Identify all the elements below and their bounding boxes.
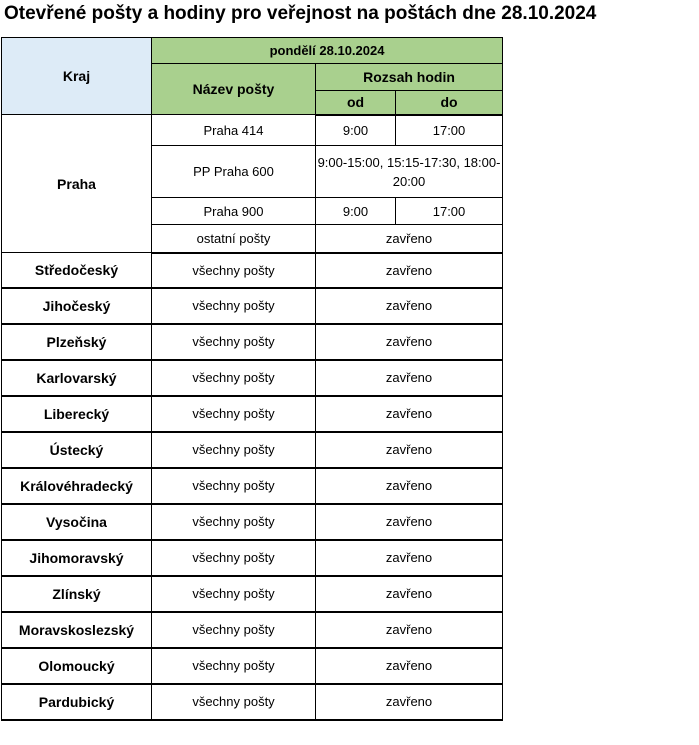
table-row [2, 288, 503, 324]
post-name: všechny pošty [152, 576, 316, 612]
status-closed: zavřeno [316, 504, 503, 540]
region-name: Karlovarský [2, 360, 152, 396]
table-row [2, 648, 503, 684]
post-name: všechny pošty [152, 684, 316, 720]
post-name: všechny pošty [152, 648, 316, 684]
header-post-name: Název pošty [152, 64, 316, 115]
post-name: ostatní pošty [152, 225, 316, 253]
status-closed: zavřeno [316, 324, 503, 360]
status-closed: zavřeno [316, 540, 503, 576]
hours-to: 17:00 [396, 198, 503, 225]
table-row [2, 576, 503, 612]
table-row [2, 504, 503, 540]
table-row [2, 432, 503, 468]
hours-from: 9:00 [316, 198, 396, 225]
header-to: do [396, 91, 503, 115]
post-name: Praha 414 [152, 115, 316, 146]
table-row [2, 684, 503, 720]
region-name: Olomoucký [2, 648, 152, 684]
status-closed: zavřeno [316, 612, 503, 648]
region-name: Středočeský [2, 253, 152, 288]
table-row [2, 612, 503, 648]
post-name: všechny pošty [152, 504, 316, 540]
post-name: PP Praha 600 [152, 146, 316, 198]
region-name: Liberecký [2, 396, 152, 432]
header-date: pondělí 28.10.2024 [152, 38, 503, 64]
hours-from: 9:00 [316, 115, 396, 146]
region-name: Jihočeský [2, 288, 152, 324]
post-name: všechny pošty [152, 253, 316, 288]
status-closed: zavřeno [316, 225, 503, 253]
table-row [2, 468, 503, 504]
status-closed: zavřeno [316, 396, 503, 432]
table-row [2, 396, 503, 432]
post-name: Praha 900 [152, 198, 316, 225]
region-name-praha: Praha [2, 115, 152, 253]
status-closed: zavřeno [316, 576, 503, 612]
table-row [2, 253, 503, 288]
table-row [2, 324, 503, 360]
table-row [2, 540, 503, 576]
post-name: všechny pošty [152, 612, 316, 648]
status-closed: zavřeno [316, 432, 503, 468]
post-office-hours-table [1, 37, 503, 721]
table-row [2, 360, 503, 396]
status-closed: zavřeno [316, 468, 503, 504]
hours-to: 17:00 [396, 115, 503, 146]
region-name: Ústecký [2, 432, 152, 468]
post-name: všechny pošty [152, 288, 316, 324]
region-name: Jihomoravský [2, 540, 152, 576]
status-closed: zavřeno [316, 360, 503, 396]
post-name: všechny pošty [152, 540, 316, 576]
header-hours-range: Rozsah hodin [316, 64, 503, 91]
status-closed: zavřeno [316, 253, 503, 288]
status-closed: zavřeno [316, 684, 503, 720]
post-name: všechny pošty [152, 324, 316, 360]
region-name: Pardubický [2, 684, 152, 720]
hours-range: 9:00-15:00, 15:15-17:30, 18:00-20:00 [316, 146, 503, 198]
status-closed: zavřeno [316, 648, 503, 684]
region-name: Moravskoslezský [2, 612, 152, 648]
region-name: Plzeňský [2, 324, 152, 360]
post-name: všechny pošty [152, 360, 316, 396]
region-name: Královéhradecký [2, 468, 152, 504]
post-name: všechny pošty [152, 396, 316, 432]
status-closed: zavřeno [316, 288, 503, 324]
table-row [2, 115, 503, 146]
region-name: Vysočina [2, 504, 152, 540]
header-from: od [316, 91, 396, 115]
post-name: všechny pošty [152, 432, 316, 468]
region-name: Zlínský [2, 576, 152, 612]
post-name: všechny pošty [152, 468, 316, 504]
header-kraj: Kraj [2, 38, 152, 115]
page-title: Otevřené pošty a hodiny pro veřejnost na poštách dne 28.10.2024 [4, 3, 597, 24]
